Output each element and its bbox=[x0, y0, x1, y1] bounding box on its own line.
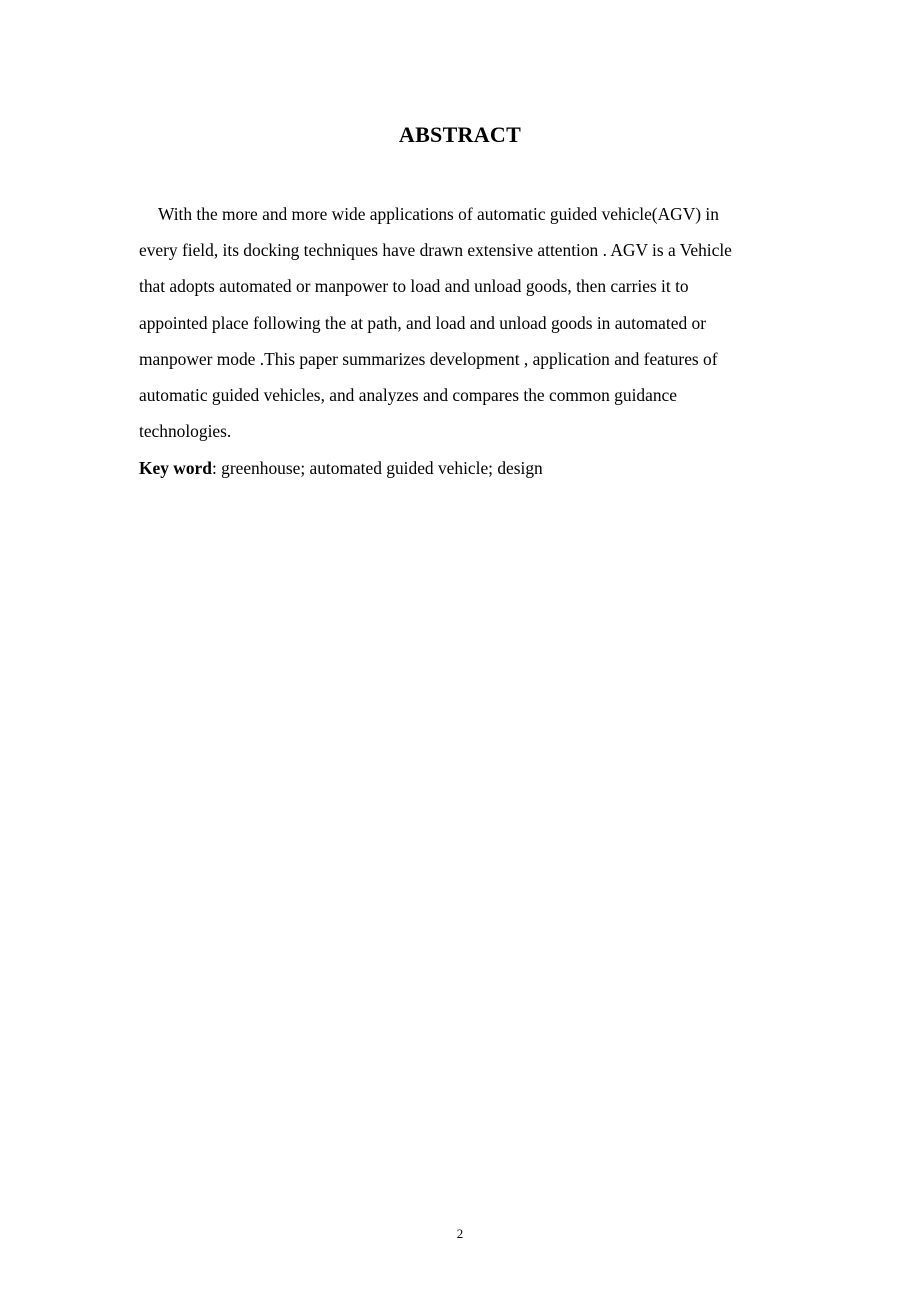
abstract-line: With the more and more wide applications of automatic guided vehicle(AGV) in bbox=[158, 204, 719, 224]
keywords-label: Key word bbox=[139, 458, 212, 478]
keywords-separator: : bbox=[211, 458, 217, 478]
abstract-line: every field, its docking techniques have drawn extensive attention . AGV is a Vehicle bbox=[139, 240, 732, 261]
page-number: 2 bbox=[456, 1226, 464, 1241]
page-title: ABSTRACT bbox=[398, 122, 522, 147]
abstract-body bbox=[139, 196, 789, 449]
abstract-line: manpower mode .This paper summarizes development , application and features of bbox=[139, 348, 718, 369]
abstract-line: that adopts automated or manpower to load and unload goods, then carries it to bbox=[139, 276, 689, 297]
keywords-line bbox=[139, 450, 543, 486]
keywords-text: greenhouse; automated guided vehicle; design bbox=[216, 458, 543, 478]
abstract-line: technologies. bbox=[139, 421, 232, 442]
abstract-line: appointed place following the at path, and load and unload goods in automated or bbox=[139, 312, 706, 333]
abstract-line: automatic guided vehicles, and analyzes and compares the common guidance bbox=[139, 384, 677, 405]
